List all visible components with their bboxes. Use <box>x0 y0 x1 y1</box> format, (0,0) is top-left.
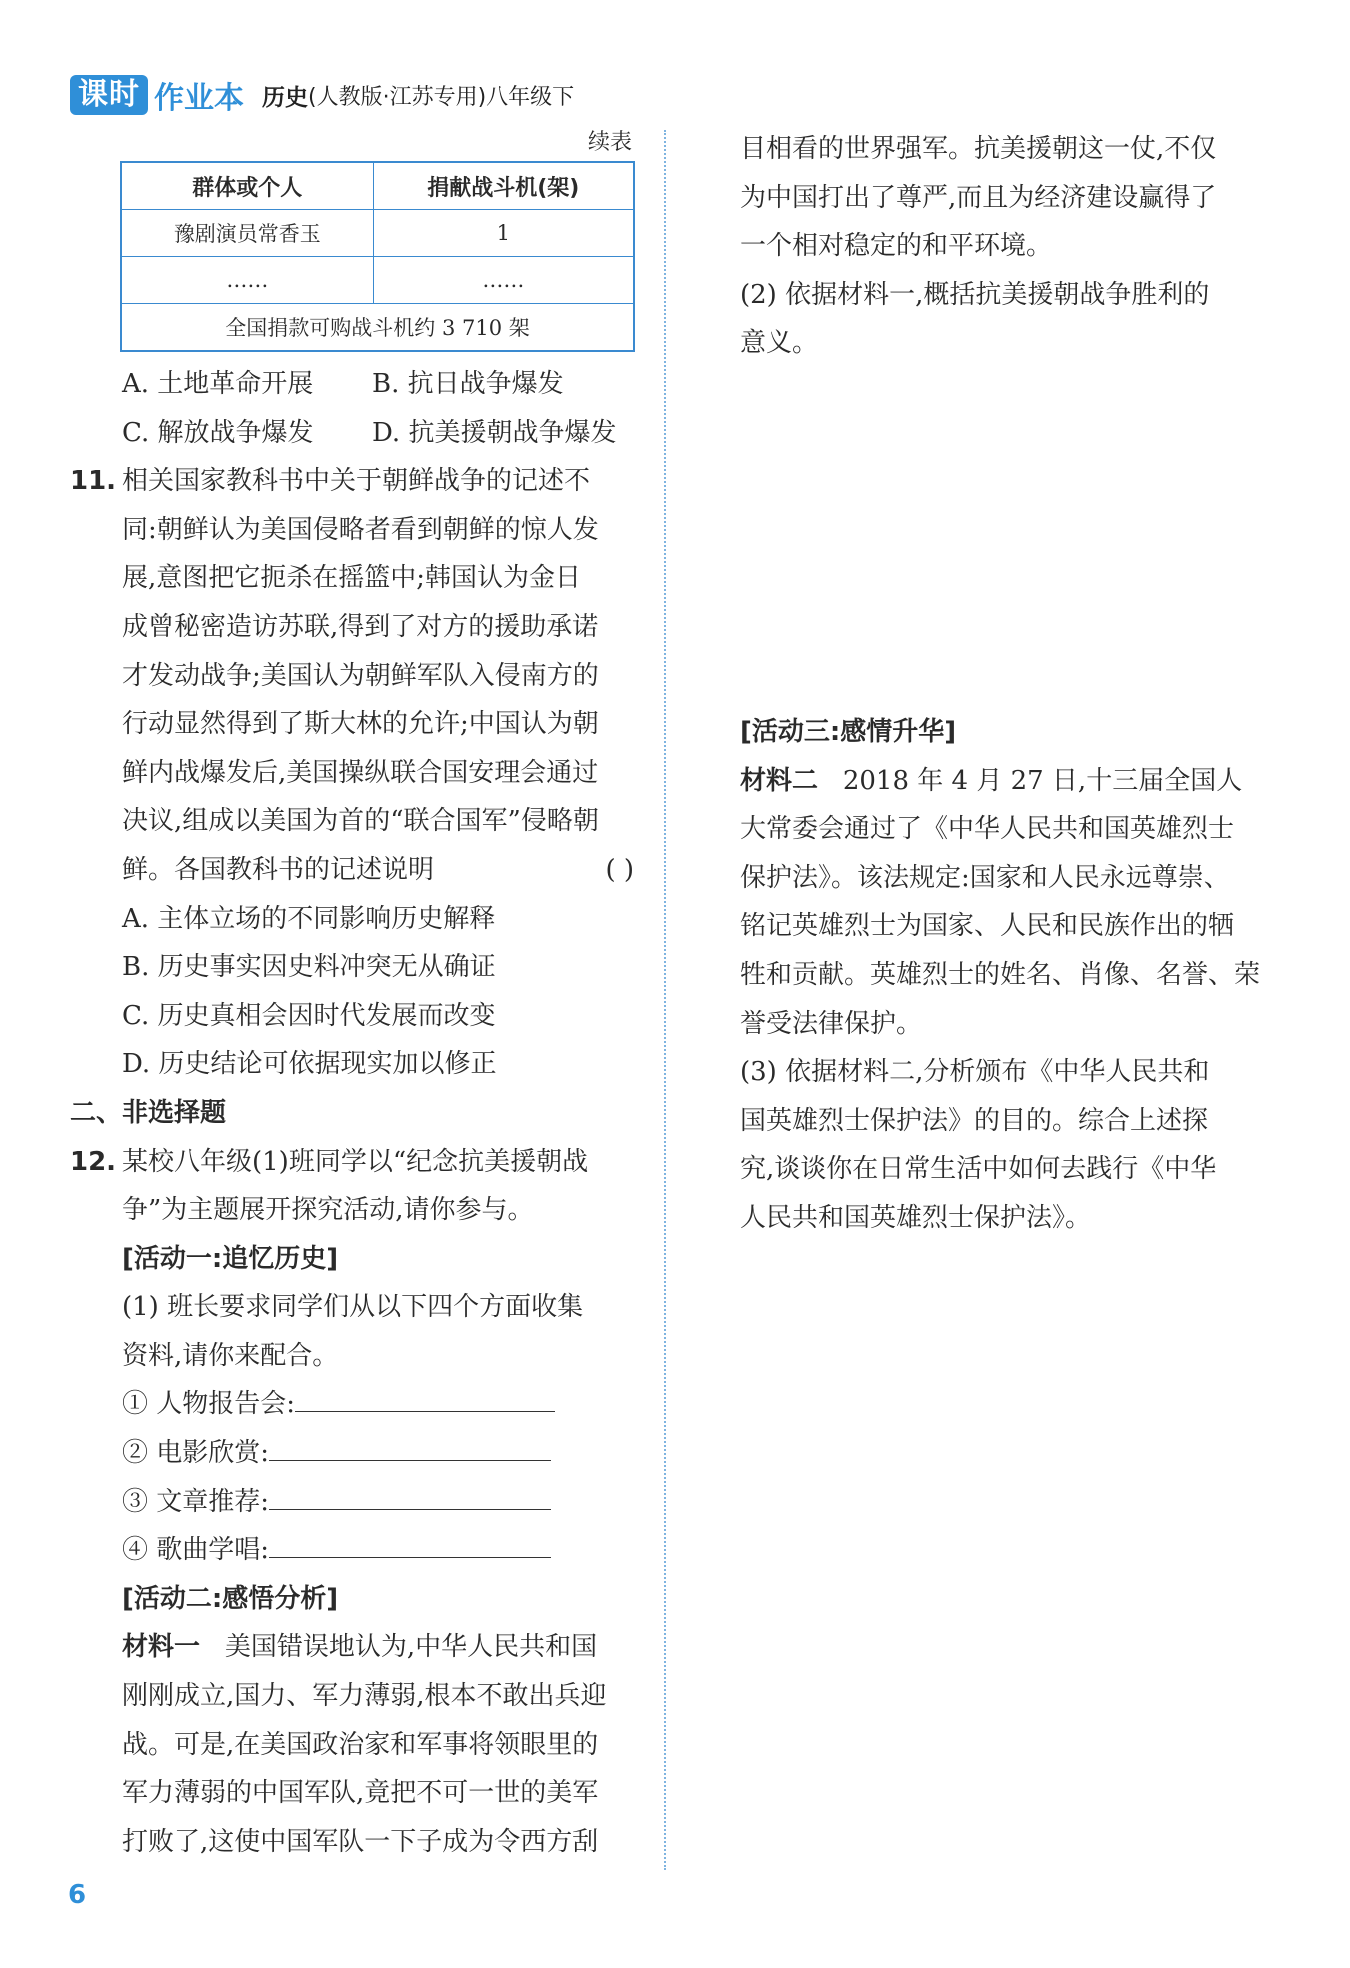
activity-heading <box>70 1235 640 1284</box>
edition-label: (人教版·江苏专用)八年级下 <box>308 84 575 110</box>
section-heading: 二、非选择题 <box>70 1097 227 1128</box>
q11-line: 成曾秘密造访苏联,得到了对方的援助承诺 <box>122 611 599 642</box>
option-c[interactable]: C. 解放战争爆发 <box>122 417 314 448</box>
table-header-cell: 捐献战斗机(架) <box>373 162 634 210</box>
option-c[interactable]: C. 历史真相会因时代发展而改变 <box>122 1000 496 1031</box>
q11-line: 鲜内战爆发后,美国操纵联合国安理会通过 <box>122 757 599 788</box>
q12-line: 争”为主题展开探究活动,请你参与。 <box>122 1195 534 1226</box>
table-row <box>121 257 634 304</box>
table-cell: …… <box>373 257 634 304</box>
q11-text: 鲜。各国教科书的记述说明 <box>122 854 435 885</box>
table-row <box>121 210 634 257</box>
table-footer: 全国捐款可购战斗机约 3 710 架 <box>121 304 634 352</box>
q11-line: 行动显然得到了斯大林的允许;中国认为朝 <box>122 709 599 740</box>
q12-line: (3) 依据材料二,分析颁布《中华人民共和 <box>740 1057 1210 1088</box>
q12-line: 究,谈谈你在日常生活中如何去践行《中华 <box>740 1154 1217 1185</box>
subject-title: 历史 <box>262 84 308 111</box>
q12-text: 某校八年级(1)班同学以“纪念抗美援朝战 <box>122 1146 589 1177</box>
q12-line: 人民共和国英雄烈士保护法》。 <box>740 1202 1092 1233</box>
activity-title: [活动一:追忆历史] <box>122 1243 339 1274</box>
right-column <box>740 125 1260 1243</box>
activity-heading <box>70 1575 640 1624</box>
q11-line <box>70 846 640 895</box>
q11-line <box>70 457 640 506</box>
material-line: 打败了,这使中国军队一下子成为令西方刮 <box>122 1826 599 1857</box>
blank-label: ① 人物报告会: <box>122 1389 296 1420</box>
q12-line: 资料,请你来配合。 <box>122 1340 339 1371</box>
material-line <box>740 757 1260 806</box>
table-header-row <box>121 162 634 210</box>
material-text: 美国错误地认为,中华人民共和国 <box>224 1632 598 1663</box>
option-b[interactable]: B. 抗日战争爆发 <box>372 369 564 399</box>
blank-row <box>70 1380 640 1429</box>
q11-line: 才发动战争;美国认为朝鲜军队入侵南方的 <box>122 660 599 691</box>
material-line: 军力薄弱的中国军队,竟把不可一世的美军 <box>122 1778 599 1809</box>
blank-row <box>70 1478 640 1527</box>
material-text: 2018 年 4 月 27 日,十三届全国人 <box>842 765 1243 796</box>
material-line: 目相看的世界强军。抗美援朝这一仗,不仅 <box>740 134 1217 164</box>
material-line: 保护法》。该法规定:国家和人民永远尊崇、 <box>740 862 1230 893</box>
material-line: 大常委会通过了《中华人民共和国英雄烈士 <box>740 814 1235 845</box>
q11-line: 同:朝鲜认为美国侵略者看到朝鲜的惊人发 <box>122 514 599 545</box>
material-line: 为中国打出了尊严,而且为经济建设赢得了 <box>740 182 1217 213</box>
option-b[interactable]: B. 历史事实因史料冲突无从确证 <box>122 952 496 983</box>
page-number: 6 <box>68 1880 87 1910</box>
answer-blank[interactable] <box>269 1430 551 1461</box>
column-divider <box>664 130 666 1870</box>
blank-label: ③ 文章推荐: <box>122 1486 270 1517</box>
question-number: 12. <box>70 1146 117 1177</box>
activity-title: [活动三:感情升华] <box>740 716 957 747</box>
q10-options-row2 <box>70 409 640 458</box>
material-line: 刚刚成立,国力、军力薄弱,根本不敢出兵迎 <box>122 1681 607 1712</box>
option-d[interactable]: D. 抗美援朝战争爆发 <box>372 417 617 448</box>
q11-line: 展,意图把它扼杀在摇篮中;韩国认为金日 <box>122 563 582 594</box>
blank-label: ② 电影欣赏: <box>122 1438 270 1469</box>
material-line: 战。可是,在美国政治家和军事将领眼里的 <box>122 1729 599 1760</box>
answer-blank[interactable] <box>269 1479 551 1510</box>
q10-options-row1 <box>70 360 640 409</box>
table-footer-row <box>121 304 634 352</box>
material-line: 誉受法律保护。 <box>740 1008 923 1039</box>
activity-title: [活动二:感悟分析] <box>122 1583 339 1614</box>
q12-line: (1) 班长要求同学们从以下四个方面收集 <box>122 1292 584 1323</box>
table-header-cell: 群体或个人 <box>121 162 373 210</box>
option-a[interactable]: A. 土地革命开展 <box>122 369 314 399</box>
brand-name: 作业本 <box>154 81 244 116</box>
q12-line: (2) 依据材料一,概括抗美援朝战争胜利的 <box>740 279 1210 310</box>
material-label: 材料一 <box>122 1632 201 1663</box>
answer-parentheses[interactable]: ( ) <box>605 854 634 885</box>
table-cell: 1 <box>373 210 634 257</box>
q12-line: 意义。 <box>740 328 819 359</box>
material-label: 材料二 <box>740 765 819 796</box>
q12-line <box>70 1138 640 1187</box>
option-a[interactable]: A. 主体立场的不同影响历史解释 <box>122 903 496 934</box>
material-line: 铭记英雄烈士为国家、人民和民族作出的牺 <box>740 911 1235 942</box>
material-line <box>70 1623 640 1672</box>
question-number: 11. <box>70 466 117 497</box>
blank-row <box>70 1526 640 1575</box>
table-continued-label: 续表 <box>587 130 632 155</box>
left-column <box>70 125 640 1866</box>
table-cell: …… <box>121 257 373 304</box>
q11-text: 相关国家教科书中关于朝鲜战争的记述不 <box>122 466 591 497</box>
material-line: 牲和贡献。英雄烈士的姓名、肖像、名誉、荣 <box>740 959 1261 990</box>
brand-logo: 课时 <box>70 75 148 115</box>
blank-label: ④ 歌曲学唱: <box>122 1535 270 1566</box>
material-line: 一个相对稳定的和平环境。 <box>740 231 1053 262</box>
table-cell: 豫剧演员常香玉 <box>121 210 373 257</box>
option-d[interactable]: D. 历史结论可依据现实加以修正 <box>122 1049 497 1080</box>
q11-line: 决议,组成以美国为首的“联合国军”侵略朝 <box>122 806 599 837</box>
activity-heading <box>740 708 1260 757</box>
answer-blank[interactable] <box>269 1527 551 1558</box>
q12-line: 国英雄烈士保护法》的目的。综合上述探 <box>740 1105 1209 1136</box>
donation-table <box>120 161 635 352</box>
answer-space[interactable] <box>740 368 1260 708</box>
answer-blank[interactable] <box>295 1381 555 1412</box>
page-header <box>70 72 574 118</box>
blank-row <box>70 1429 640 1478</box>
